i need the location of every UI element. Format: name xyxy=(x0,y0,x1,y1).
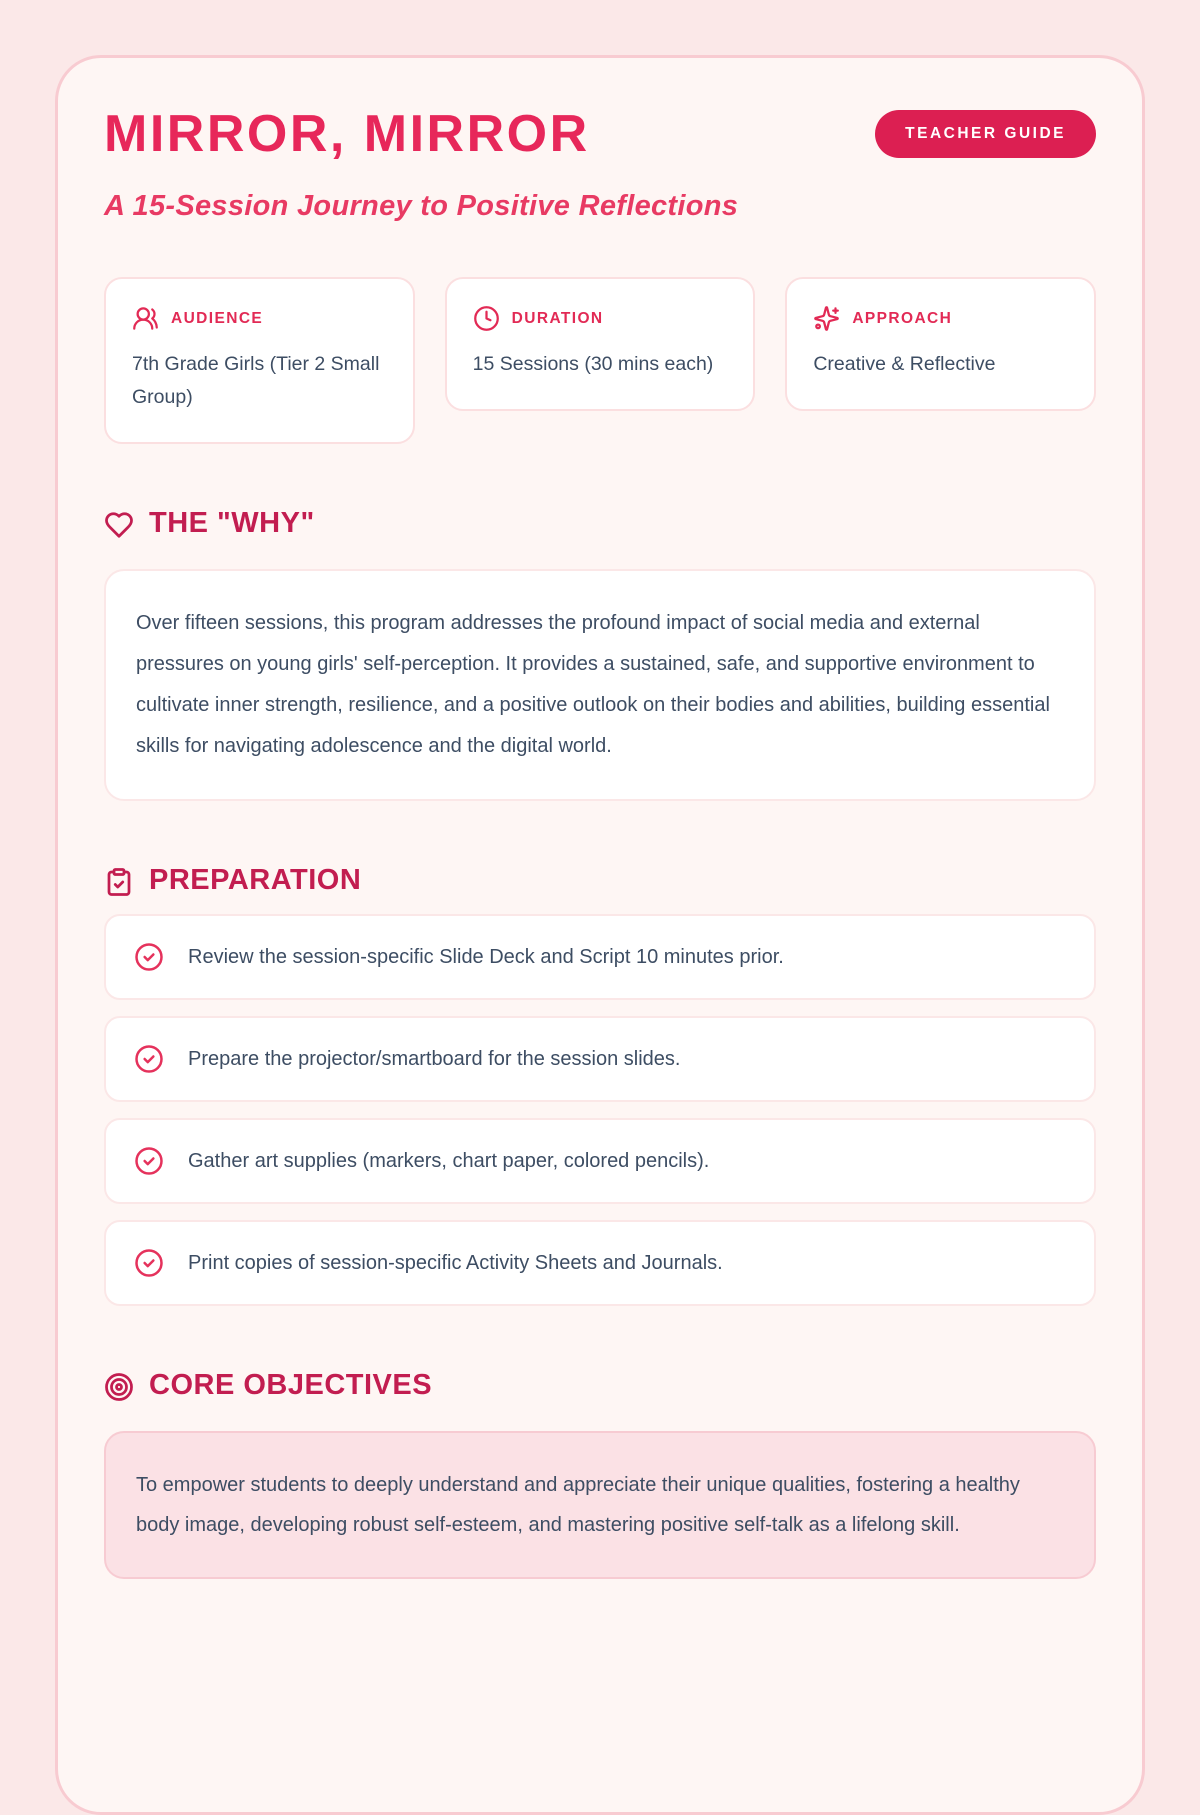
prep-item-2 xyxy=(104,1016,1096,1102)
page-subtitle: A 15-Session Journey to Positive Reflections xyxy=(104,190,739,222)
objectives-section-header xyxy=(104,1370,1096,1403)
prep-item-text: Review the session-specific Slide Deck and Script 10 minutes prior. xyxy=(188,945,784,968)
prep-item-1 xyxy=(104,914,1096,1000)
teacher-guide-card xyxy=(55,55,1145,1815)
circle-check-icon xyxy=(134,1044,164,1074)
sparkles-icon xyxy=(813,305,840,332)
audience-card xyxy=(104,277,415,444)
page-title: MIRROR, MIRROR xyxy=(104,105,590,163)
approach-label: APPROACH xyxy=(852,309,953,327)
duration-label-row xyxy=(473,305,728,332)
duration-card xyxy=(445,277,756,411)
approach-label-row xyxy=(813,305,1068,332)
prep-item-text: Prepare the projector/smartboard for the session slides. xyxy=(188,1047,681,1070)
circle-check-icon xyxy=(134,942,164,972)
audience-label: AUDIENCE xyxy=(171,309,264,327)
duration-value: 15 Sessions (30 mins each) xyxy=(472,353,714,375)
why-section-title: THE "WHY" xyxy=(149,507,315,540)
objectives-section-title: CORE OBJECTIVES xyxy=(149,1369,433,1402)
why-body-card: Over fifteen sessions, this program addresses the profound impact of social media and external pressures on young girls' self-perception. It provides a sustained, safe, and supportive environment to cultivate inner strength, resilience, and a positive outlook on their bodies and abilities, building essential skills for navigating adolescence and the digital world. xyxy=(104,569,1096,801)
duration-label: DURATION xyxy=(511,309,604,327)
approach-value: Creative & Reflective xyxy=(813,353,996,375)
prep-item-text: Print copies of session-specific Activity Sheets and Journals. xyxy=(188,1251,723,1274)
circle-check-icon xyxy=(134,1248,164,1278)
audience-value: 7th Grade Girls (Tier 2 Small Group) xyxy=(132,353,380,409)
prep-item-3 xyxy=(104,1118,1096,1204)
users-icon xyxy=(132,305,159,332)
objectives-body-card: To empower students to deeply understand and appreciate their unique qualities, fostering a healthy body image, developing robust self-esteem, and mastering positive self-talk as a lifelong skill. xyxy=(104,1431,1096,1579)
prep-item-4 xyxy=(104,1220,1096,1306)
heart-icon xyxy=(104,510,134,540)
audience-label-row xyxy=(132,305,387,332)
approach-card xyxy=(785,277,1096,411)
header xyxy=(104,105,1096,163)
info-card-row xyxy=(104,277,1096,444)
prep-item-text: Gather art supplies (markers, chart paper, colored pencils). xyxy=(188,1149,710,1172)
preparation-section-title: PREPARATION xyxy=(149,864,362,897)
circle-check-icon xyxy=(134,1146,164,1176)
clipboard-check-icon xyxy=(104,867,134,897)
teacher-guide-badge: TEACHER GUIDE xyxy=(875,110,1096,158)
target-icon xyxy=(104,1372,134,1402)
clock-icon xyxy=(473,305,500,332)
why-section-header xyxy=(104,508,1096,541)
preparation-section-header xyxy=(104,865,1096,898)
